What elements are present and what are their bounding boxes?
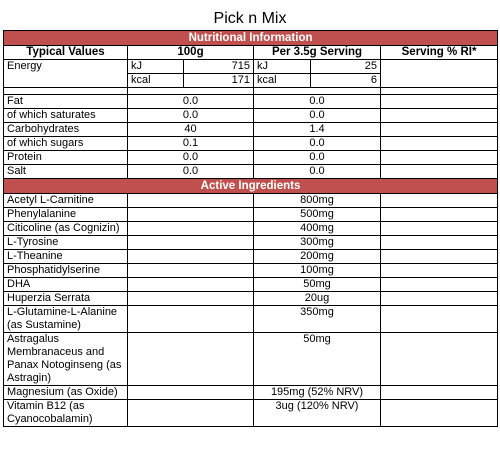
ingredient-label: Vitamin B12 (as Cyanocobalamin) bbox=[4, 400, 128, 427]
sugars-100g: 0.1 bbox=[128, 137, 254, 151]
protein-label: Protein bbox=[4, 151, 128, 165]
nutrition-band bbox=[4, 31, 498, 46]
energy-ri bbox=[381, 60, 498, 88]
ingredient-amount: 400mg bbox=[254, 222, 381, 236]
ingredient-amount: 800mg bbox=[254, 194, 381, 208]
ingredient-label: Huperzia Serrata bbox=[4, 292, 128, 306]
header-typical: Typical Values bbox=[4, 46, 128, 60]
energy-kj-serving: 25 bbox=[311, 60, 381, 74]
energy-kj-row bbox=[4, 60, 498, 74]
salt-100g: 0.0 bbox=[128, 165, 254, 179]
active-band bbox=[4, 179, 498, 194]
energy-label: Energy bbox=[4, 60, 128, 88]
sugars-label: of which sugars bbox=[4, 137, 128, 151]
nutrition-table bbox=[3, 30, 498, 427]
protein-serving: 0.0 bbox=[254, 151, 381, 165]
energy-kj-unit: kJ bbox=[128, 60, 184, 74]
ingredient-row bbox=[4, 208, 498, 222]
page-title: Pick n Mix bbox=[213, 10, 287, 27]
ingredient-label: Magnesium (as Oxide) bbox=[4, 386, 128, 400]
ingredient-label: L-Glutamine-L-Alanine (as Sustamine) bbox=[4, 306, 128, 333]
carbohydrates-row bbox=[4, 123, 498, 137]
ingredient-row bbox=[4, 306, 498, 333]
carbohydrates-serving: 1.4 bbox=[254, 123, 381, 137]
ingredient-label: Astragalus Membranaceus and Panax Notoginseng (as Astragin) bbox=[4, 333, 128, 386]
ingredient-label: L-Tyrosine bbox=[4, 236, 128, 250]
ingredient-amount: 195mg (52% NRV) bbox=[254, 386, 381, 400]
sugars-row bbox=[4, 137, 498, 151]
ingredient-row bbox=[4, 222, 498, 236]
sugars-serving: 0.0 bbox=[254, 137, 381, 151]
ingredient-amount: 350mg bbox=[254, 306, 381, 333]
ingredient-row bbox=[4, 386, 498, 400]
saturates-100g: 0.0 bbox=[128, 109, 254, 123]
ingredient-row bbox=[4, 264, 498, 278]
header-serving: Per 3.5g Serving bbox=[254, 46, 381, 60]
ingredient-label: Phosphatidylserine bbox=[4, 264, 128, 278]
energy-kcal-unit-serving: kcal bbox=[254, 74, 311, 88]
fat-100g: 0.0 bbox=[128, 95, 254, 109]
ingredient-amount: 3ug (120% NRV) bbox=[254, 400, 381, 427]
carbohydrates-label: Carbohydrates bbox=[4, 123, 128, 137]
ingredient-amount: 500mg bbox=[254, 208, 381, 222]
salt-label: Salt bbox=[4, 165, 128, 179]
header-100g: 100g bbox=[128, 46, 254, 60]
ingredient-label: L-Theanine bbox=[4, 250, 128, 264]
ingredient-amount: 50mg bbox=[254, 278, 381, 292]
ingredient-row bbox=[4, 278, 498, 292]
saturates-serving: 0.0 bbox=[254, 109, 381, 123]
saturates-row bbox=[4, 109, 498, 123]
energy-kj-100g: 715 bbox=[184, 60, 254, 74]
protein-row bbox=[4, 151, 498, 165]
header-row bbox=[4, 46, 498, 60]
energy-kcal-100g: 171 bbox=[184, 74, 254, 88]
energy-kj-unit-serving: kJ bbox=[254, 60, 311, 74]
ingredient-label: DHA bbox=[4, 278, 128, 292]
spacer-row bbox=[4, 88, 498, 95]
salt-serving: 0.0 bbox=[254, 165, 381, 179]
fat-row bbox=[4, 95, 498, 109]
carbohydrates-100g: 40 bbox=[128, 123, 254, 137]
nutrition-band-label: Nutritional Information bbox=[4, 31, 498, 46]
fat-serving: 0.0 bbox=[254, 95, 381, 109]
saturates-label: of which saturates bbox=[4, 109, 128, 123]
ingredient-row bbox=[4, 400, 498, 427]
ingredient-row bbox=[4, 236, 498, 250]
ingredient-label: Citicoline (as Cognizin) bbox=[4, 222, 128, 236]
ingredient-label: Acetyl L-Carnitine bbox=[4, 194, 128, 208]
ingredient-row bbox=[4, 292, 498, 306]
ingredient-label: Phenylalanine bbox=[4, 208, 128, 222]
protein-100g: 0.0 bbox=[128, 151, 254, 165]
ingredient-amount: 300mg bbox=[254, 236, 381, 250]
energy-kcal-serving: 6 bbox=[311, 74, 381, 88]
energy-kcal-unit: kcal bbox=[128, 74, 184, 88]
ingredient-amount: 100mg bbox=[254, 264, 381, 278]
ingredient-amount: 50mg bbox=[254, 333, 381, 386]
ingredient-row bbox=[4, 333, 498, 386]
salt-row bbox=[4, 165, 498, 179]
fat-label: Fat bbox=[4, 95, 128, 109]
header-ri: Serving % RI* bbox=[381, 46, 498, 60]
ingredient-amount: 20ug bbox=[254, 292, 381, 306]
active-band-label: Active Ingredients bbox=[4, 179, 498, 194]
ingredient-row bbox=[4, 194, 498, 208]
ingredient-amount: 200mg bbox=[254, 250, 381, 264]
ingredient-row bbox=[4, 250, 498, 264]
